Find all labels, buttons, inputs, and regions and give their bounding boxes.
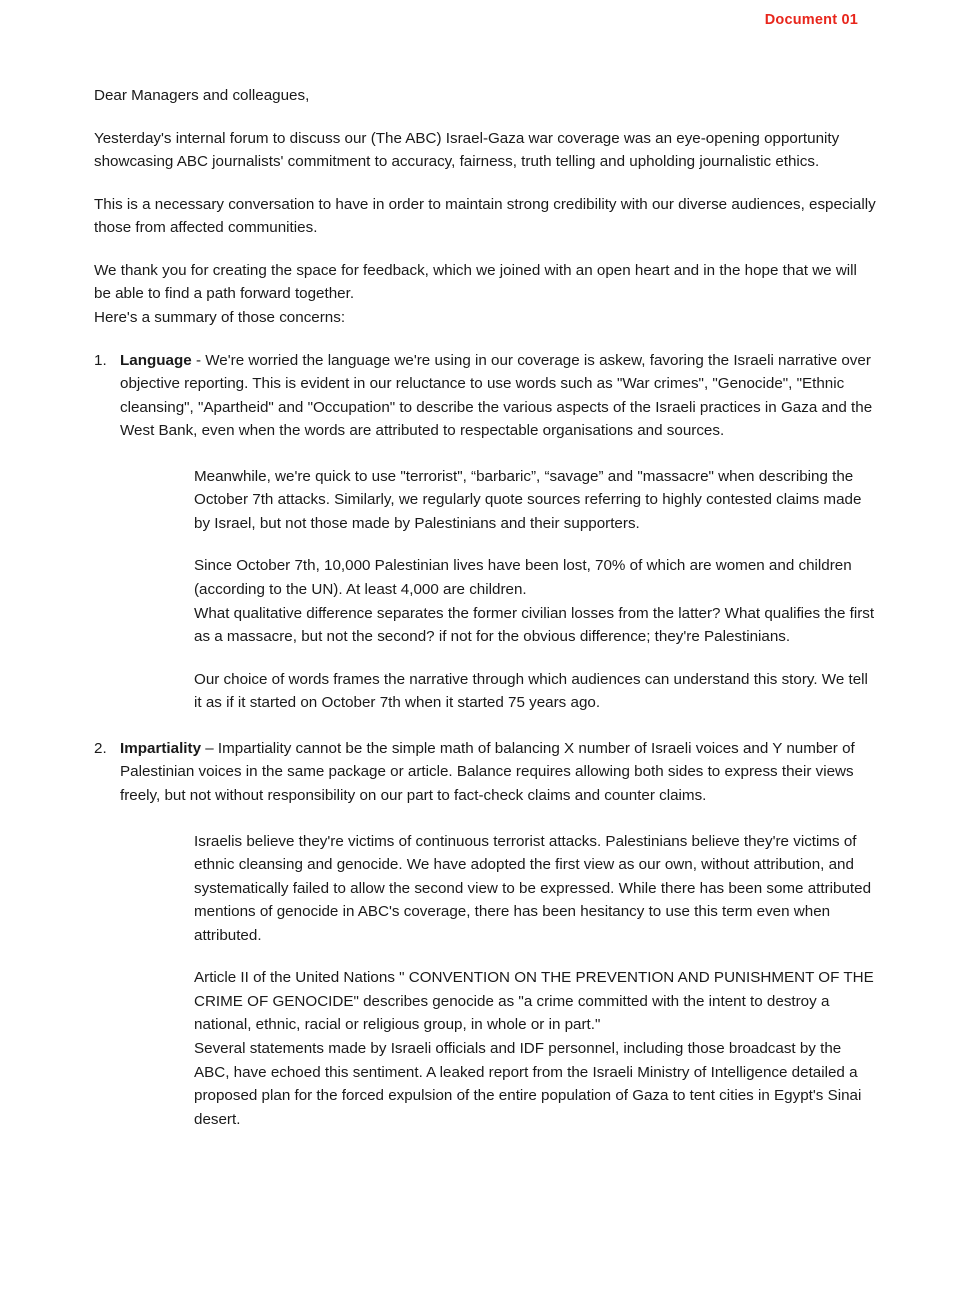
- concern-sub-paragraph: Several statements made by Israeli officials and IDF personnel, including those broadcast by the ABC, have echoed this sentiment. A leaked report from the Israeli Ministry of Intelligence detailed a proposed plan for the forced expulsion of the entire population of Gaza to tent cities in Egypt's Sinai desert.: [194, 1040, 862, 1128]
- document-label: Document 01: [764, 12, 858, 28]
- concern-sub-paragraph: Since October 7th, 10,000 Palestinian lives have been lost, 70% of which are women and children (according to the UN). At least 4,000 are children.: [194, 557, 852, 598]
- concern-sub-paragraph: Israelis believe they're victims of continuous terrorist attacks. Palestinians believe they're victims of ethnic cleansing and genocide. We have adopted the first view as our own, without attribution, and systematically failed to allow the second view to be expressed. While there has been some attributed mentions of genocide in ABC's coverage, there has been hesitancy to use this term even when attributed.: [194, 832, 872, 944]
- concerns-list: [66, 349, 878, 1132]
- list-item: [94, 737, 878, 1131]
- concern-title: Impartiality: [120, 739, 202, 757]
- list-item: [94, 349, 878, 715]
- concern-lead: [120, 349, 878, 443]
- concern-sub-paragraph: Our choice of words frames the narrative through which audiences can understand this story. We tell it as if it started on October 7th when it started 75 years ago.: [194, 670, 868, 712]
- concern-lead: [120, 737, 878, 808]
- salutation: Dear Managers and colleagues,: [94, 87, 310, 104]
- concern-title: Language: [120, 351, 192, 369]
- document-body: [66, 84, 878, 1150]
- concern-sub-paragraph: Meanwhile, we're quick to use "terrorist", “barbaric”, “savage” and "massacre" when describing the October 7th attacks. Similarly, we regularly quote sources referring to highly contested claims made by Israel, but not those made by Palestinians and their supporters.: [194, 467, 862, 532]
- intro-paragraph-2: This is a necessary conversation to have in order to maintain strong credibility with our diverse audiences, especially those from affected communities.: [94, 195, 876, 237]
- intro-paragraph-3: We thank you for creating the space for feedback, which we joined with an open heart and in the hope that we will be able to find a path forward together.: [94, 261, 857, 303]
- intro-paragraph-4: Here's a summary of those concerns:: [94, 308, 346, 326]
- concern-sub-paragraph: Article II of the United Nations " CONVENTION ON THE PREVENTION AND PUNISHMENT OF THE CRIME OF GENOCIDE" describes genocide as "a crime committed with the intent to destroy a national, ethnic, racial or religious group, in whole or in part.": [194, 969, 874, 1034]
- intro-paragraph-1: Yesterday's internal forum to discuss our (The ABC) Israel-Gaza war coverage was an eye-opening opportunity showcasing ABC journalists' commitment to accuracy, fairness, truth telling and upholding journalistic ethics.: [94, 129, 840, 171]
- concern-lead-text: – Impartiality cannot be the simple math of balancing X number of Israeli voices and Y number of Palestinian voices in the same package or article. Balance requires allowing both sides to express their views freely, but not without responsibility on our part to fact-check claims and counter claims.: [120, 739, 855, 804]
- concern-lead-text: - We're worried the language we're using in our coverage is askew, favoring the Israeli narrative over objective reporting. This is evident in our reluctance to use words such as "War crimes", "Genocide", "Ethnic cleansing", "Apartheid" and "Occupation" to describe the various aspects of the Israeli practices in Gaza and the West Bank, even when the words are attributed to respectable organisations and sources.: [120, 351, 873, 440]
- concern-sub-paragraph: What qualitative difference separates the former civilian losses from the latter? What qualifies the first as a massacre, but not the second? if not for the obvious difference; they're Palestinians.: [194, 604, 875, 646]
